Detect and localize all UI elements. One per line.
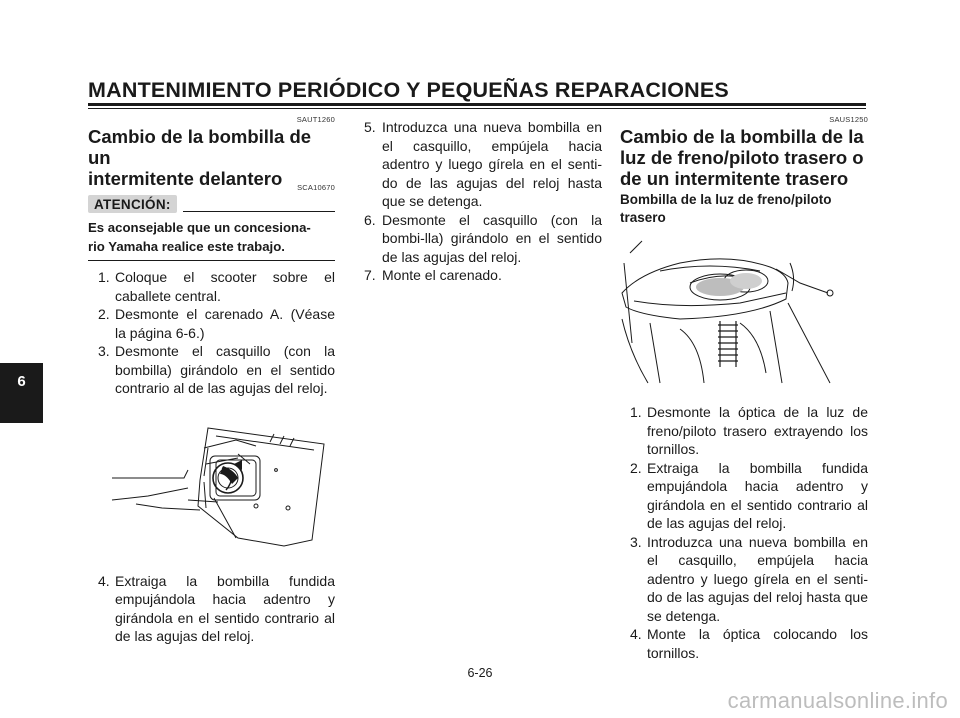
header-rule (88, 103, 866, 106)
list-item (88, 268, 335, 305)
steps-list (88, 572, 335, 646)
steps-list (360, 118, 602, 285)
list-item (88, 305, 335, 342)
illustration-rear-light (620, 233, 868, 393)
section-title (620, 126, 868, 189)
section-code: SAUS1250 (829, 115, 868, 124)
step-number: 4. (98, 572, 110, 589)
step-number: 1. (630, 404, 642, 420)
section-title-line: de un intermitente trasero (620, 168, 849, 189)
step-text: Monte el carenado. (382, 267, 502, 283)
header-rule-thin (88, 108, 866, 109)
sub-title-line: trasero (620, 210, 666, 225)
section-title-line: intermitente delantero (88, 168, 283, 189)
column-rear-light (620, 115, 868, 662)
illustration-turn-signal-housing (88, 418, 335, 568)
step-number: 1. (98, 269, 110, 285)
atencion-label: ATENCIÓN: (88, 195, 177, 213)
list-item (360, 211, 602, 267)
warning-line: rio Yamaha realice este trabajo. (88, 238, 285, 254)
step-number: 5. (364, 119, 376, 135)
steps-list (88, 268, 335, 398)
step-number: 2. (630, 459, 642, 476)
figure-rear-light (620, 233, 868, 393)
step-text: Monte la óptica colocando los tornillos. (647, 626, 868, 661)
atencion-rule (183, 211, 335, 212)
column-front-turn-signal (88, 115, 335, 646)
step-text: Introduzca una nueva bombilla en el casquillo, empújela hacia adentro y luego gírela en el senti-do de las agujas del reloj hasta que se detenga. (382, 119, 602, 209)
chapter-tab-label: 6 (17, 373, 26, 390)
figure-front-turn-signal-socket (88, 418, 335, 568)
list-item (620, 459, 868, 533)
page-header-title: MANTENIMIENTO PERIÓDICO Y PEQUEÑAS REPARACIONES (88, 78, 729, 102)
chapter-tab (0, 363, 43, 423)
atencion-block (88, 183, 335, 261)
list-item (88, 572, 335, 646)
step-text: Desmonte el casquillo (con la bombilla) girándolo en el sentido contrario al de las agujas del reloj. (115, 343, 335, 396)
step-number: 3. (98, 343, 110, 359)
step-text: Desmonte la óptica de la luz de freno/piloto trasero extrayendo los tornillos. (647, 404, 868, 457)
list-item (360, 266, 602, 285)
list-item (620, 533, 868, 626)
step-text: Desmonte el casquillo (con la bombi-lla) girándolo en el sentido de las agujas del reloj. (382, 211, 602, 265)
list-item (88, 342, 335, 398)
section-code: SAUT1260 (296, 115, 335, 124)
watermark[interactable]: carmanualsonline.info (727, 688, 948, 713)
list-item (360, 118, 602, 211)
section-title-line: luz de freno/piloto trasero o (620, 147, 864, 168)
page-number: 6-26 (467, 666, 493, 680)
atencion-header (88, 189, 335, 213)
sub-title-line: Bombilla de la luz de freno/piloto (620, 192, 832, 207)
section-title-line: Cambio de la bombilla de la (620, 126, 864, 147)
list-item (620, 403, 868, 459)
step-text: Coloque el scooter sobre el caballete central. (115, 269, 335, 304)
sub-title (620, 191, 868, 227)
warning-line: Es aconsejable que un concesiona- (88, 220, 311, 235)
step-text: Desmonte el carenado A. (Véase la página 6-6.) (115, 306, 335, 341)
step-number: 4. (630, 626, 642, 642)
step-text: Extraiga la bombilla fundida empujándola hacia adentro y girándola en el sentido contrario al de las agujas del reloj. (647, 459, 868, 531)
step-text: Extraiga la bombilla fundida empujándola hacia adentro y girándola en el sentido contrario al de las agujas del reloj. (115, 572, 335, 644)
step-number: 3. (630, 533, 642, 550)
section-title-line: Cambio de la bombilla de un (88, 126, 312, 168)
column-continued-steps (360, 118, 602, 285)
section-title (88, 126, 335, 189)
warning-text (88, 219, 335, 261)
step-number: 2. (98, 306, 110, 322)
atencion-code: SCA10670 (297, 183, 335, 192)
steps-list (620, 403, 868, 662)
list-item (620, 625, 868, 662)
step-number: 6. (364, 211, 376, 228)
step-number: 7. (364, 267, 376, 283)
step-text: Introduzca una nueva bombilla en el casquillo, empújela hacia adentro y luego gírela en el senti-do de las agujas del reloj hasta que se detenga. (647, 533, 868, 624)
